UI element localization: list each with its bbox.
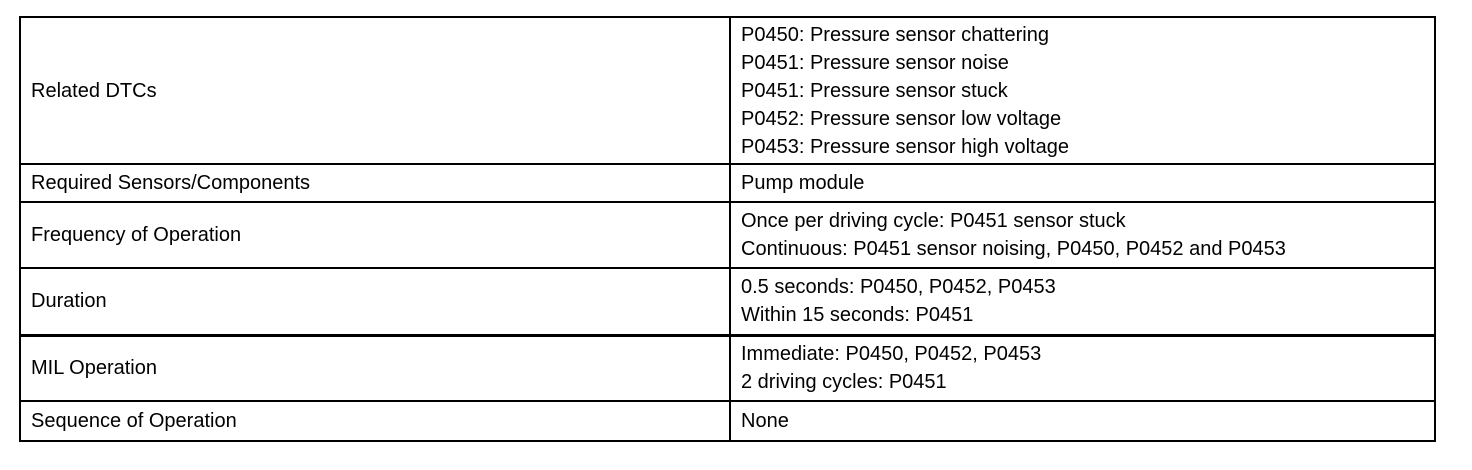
row-value [730, 164, 1435, 202]
row-label: Duration [20, 268, 730, 335]
value-line: 2 driving cycles: P0451 [741, 371, 947, 394]
value-line: 0.5 seconds: P0450, P0452, P0453 [741, 276, 1056, 299]
value-line: Continuous: P0451 sensor noising, P0450, P0452 and P0453 [741, 238, 1286, 260]
row-label: Frequency of Operation [20, 202, 730, 268]
value-line: None [741, 410, 789, 432]
row-value [730, 17, 1435, 164]
row-value [730, 202, 1435, 268]
value-line: P0452: Pressure sensor low voltage [741, 107, 1062, 130]
row-label: Related DTCs [20, 17, 730, 164]
table-row [20, 164, 1435, 202]
row-value [730, 268, 1435, 335]
value-line: Pump module [741, 172, 865, 194]
row-value [730, 335, 1435, 401]
value-line: Within 15 seconds: P0451 [741, 304, 974, 327]
table-row [20, 17, 1435, 164]
row-label: MIL Operation [20, 335, 730, 401]
monitor-spec-table [19, 16, 1436, 442]
value-line: P0453: Pressure sensor high voltage [741, 135, 1069, 158]
value-line: P0450: Pressure sensor chattering [741, 23, 1049, 46]
value-line: P0451: Pressure sensor noise [741, 51, 1009, 74]
value-line: Once per driving cycle: P0451 sensor stuck [741, 210, 1126, 232]
table-row [20, 401, 1435, 441]
table-row [20, 335, 1435, 401]
row-value [730, 401, 1435, 441]
row-label: Sequence of Operation [20, 401, 730, 441]
table-row [20, 202, 1435, 268]
value-line: P0451: Pressure sensor stuck [741, 79, 1008, 102]
table-row [20, 268, 1435, 335]
row-label: Required Sensors/Components [20, 164, 730, 202]
value-line: Immediate: P0450, P0452, P0453 [741, 343, 1042, 366]
